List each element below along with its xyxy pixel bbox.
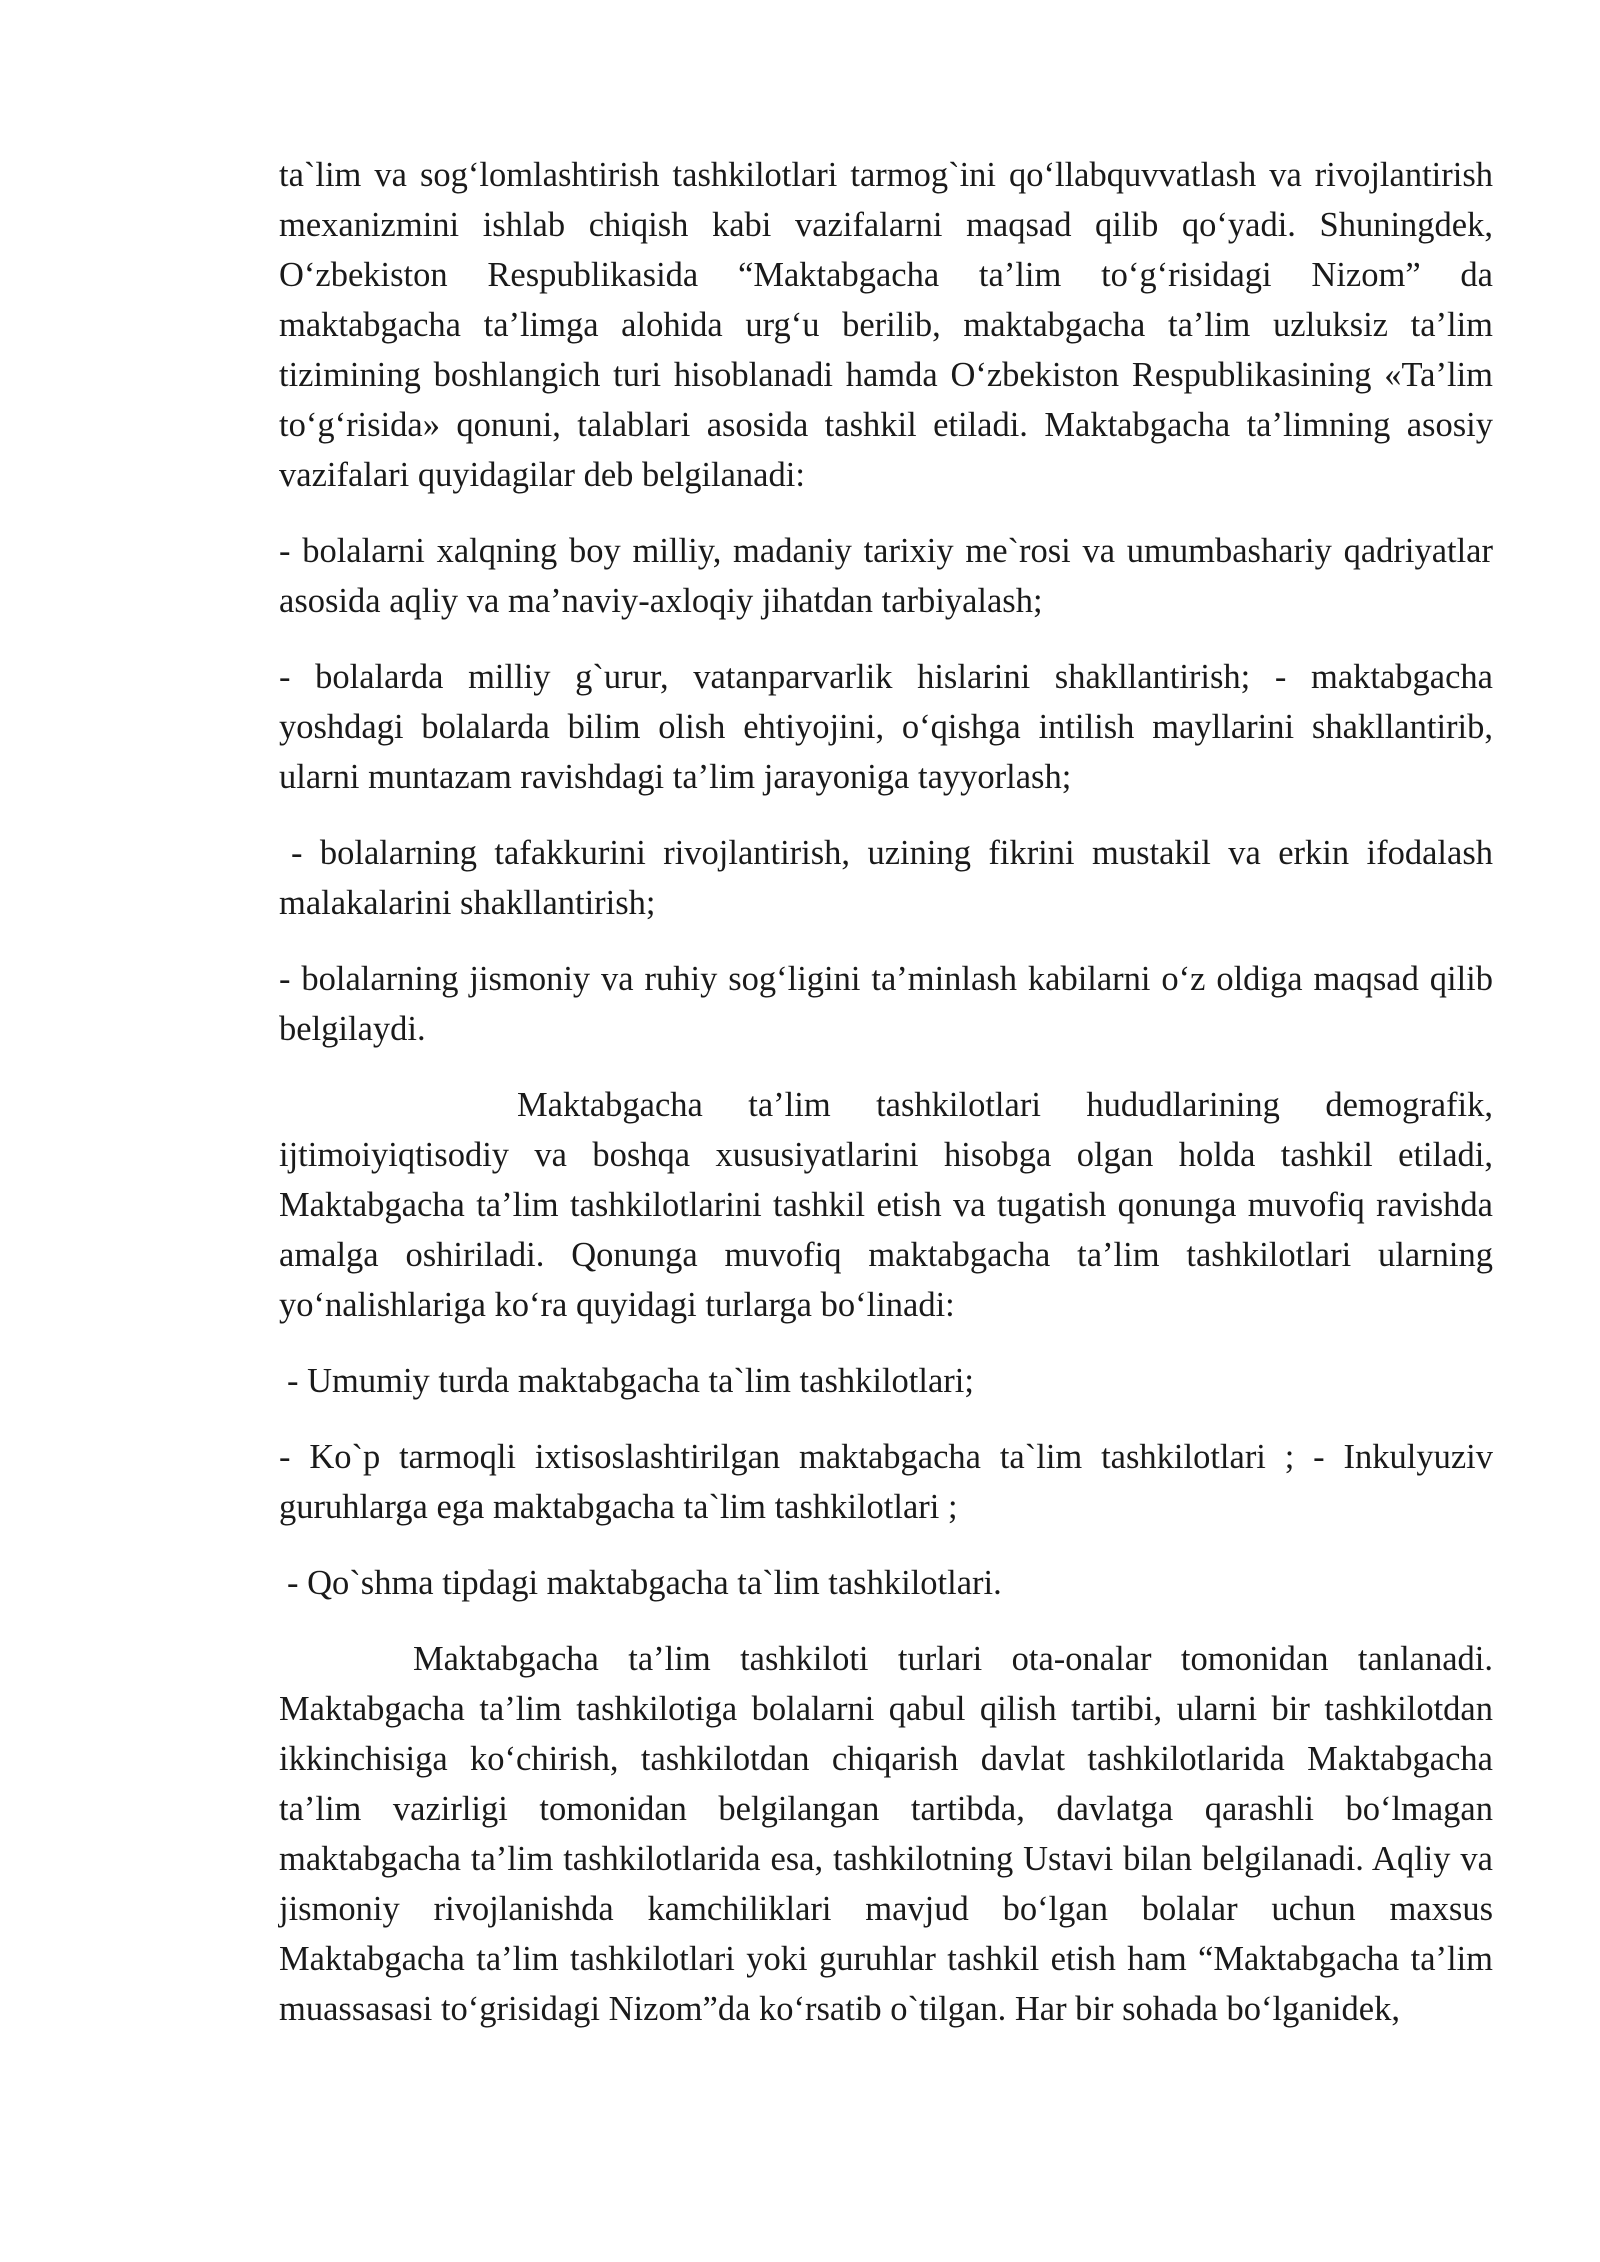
list-item-upbringing: - bolalarni xalqning boy milliy, madaniy tarixiy me`rosi va umumbashariy qadriyatlar asosida aqliy va ma’naviy-axloqiy jihatdan tarbiyalash; (279, 532, 1493, 620)
document-body (279, 150, 1493, 2034)
paragraph-organization: Maktabgacha ta’lim tashkilotlari hududlarining demografik, ijtimoiyiqtisodiy va boshqa xususiyatlarini hisobga olgan holda tashkil etiladi, Maktabgacha ta’lim tashkilotlarini tashkil etish va tugatish qonunga muvofiq ravishda amalga oshiriladi. Qonunga muvofiq maktabgacha ta’lim tashkilotlari ularning yo‘nalishlariga ko‘ra quyidagi turlarga bo‘linadi: (279, 1086, 1493, 1324)
list-item-health: - bolalarning jismoniy va ruhiy sog‘ligini ta’minlash kabilarni o‘z oldiga maqsad qilib belgilaydi. (279, 960, 1493, 1048)
list-item-combined: - Qo`shma tipdagi maktabgacha ta`lim tashkilotlari. (287, 1564, 1002, 1602)
list-item-general-type: - Umumiy turda maktabgacha ta`lim tashkilotlari; (287, 1362, 974, 1400)
paragraph-selection: Maktabgacha ta’lim tashkiloti turlari ota-onalar tomonidan tanlanadi. Maktabgacha ta’lim tashkilotiga bolalarni qabul qilish tartibi, ularni bir tashkilotdan ikkinchisiga ko‘chirish, tashkilotdan chiqarish davlat tashkilotlarida Maktabgacha ta’lim vazirligi tomonidan belgilangan tartibda, davlatga qarashli bo‘lmagan maktabgacha ta’lim tashkilotlarida esa, tashkilotning Ustavi bilan belgilanadi. Aqliy va jismoniy rivojlanishda kamchiliklari mavjud bo‘lgan bolalar uchun maxsus Maktabgacha ta’lim tashkilotlari yoki guruhlar tashkil etish ham “Maktabgacha ta’lim muassasasi to‘grisidagi Nizom”da ko‘rsatib o`tilgan. Har bir sohada bo‘lganidek, (279, 1640, 1493, 2028)
list-item-specialized: - Ko`p tarmoqli ixtisoslashtirilgan maktabgacha ta`lim tashkilotlari ; - Inkulyuziv guruhlarga ega maktabgacha ta`lim tashkilotlari ; (279, 1438, 1493, 1526)
list-item-thinking: - bolalarning tafakkurini rivojlantirish, uzining fikrini mustakil va erkin ifodalash malakalarini shakllantirish; (279, 834, 1493, 922)
paragraph-intro: ta`lim va sog‘lomlashtirish tashkilotlari tarmog`ini qo‘llabquvvatlash va rivojlantirish mexanizmini ishlab chiqish kabi vazifalarni maqsad qilib qo‘yadi. Shuningdek, O‘zbekiston Respublikasida “Maktabgacha ta’lim to‘g‘risidagi Nizom” da maktabgacha ta’limga alohida urg‘u berilib, maktabgacha ta’lim uzluksiz ta’lim tizimining boshlangich turi hisoblanadi hamda O‘zbekiston Respublikasining «Ta’lim to‘g‘risida» qonuni, talablari asosida tashkil etiladi. Maktabgacha ta’limning asosiy vazifalari quyidagilar deb belgilanadi: (279, 156, 1493, 494)
list-item-patriotism: - bolalarda milliy g`urur, vatanparvarlik hislarini shakllantirish; - maktabgacha yoshdagi bolalarda bilim olish ehtiyojini, o‘qishga intilish mayllarini shakllantirib, ularni muntazam ravishdagi ta’lim jarayoniga tayyorlash; (279, 658, 1493, 796)
